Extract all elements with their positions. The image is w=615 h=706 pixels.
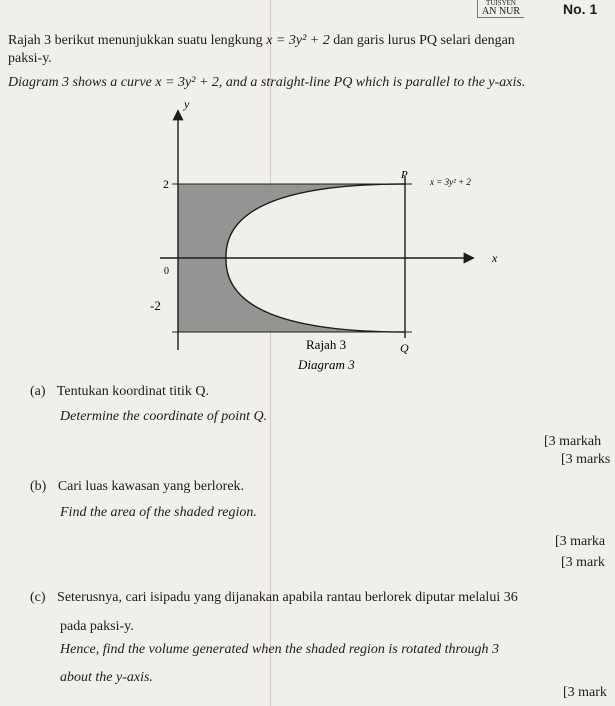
intro-en-b: , and a straight-line PQ which is parallel to the y-axis. [218,75,526,90]
question-a-marks-en: [3 marks [561,452,611,467]
point-p-label: P [401,169,408,181]
y-axis-label: y [184,97,190,111]
tuition-label-line1: TUISYEN [486,0,516,7]
tick-label-neg2: -2 [150,298,161,313]
question-b-marks-en: [3 mark [561,555,605,570]
question-a-ms-text: Tentukan koordinat titik Q. [56,384,210,399]
question-a-marks-ms: [3 markah [544,434,602,449]
question-c-number: (c) [30,590,46,605]
tuition-label-line2: AN NUR [482,6,521,17]
question-c-ms-text-1: Seterusnya, cari isipadu yang dijanakan apabila rantau berlorek diputar melalui 36 [57,590,518,605]
intro-en-a: Diagram 3 shows a curve [8,75,152,90]
question-a-ms [30,384,209,400]
intro-ms-line1-a: Rajah 3 berikut menunjukkan suatu lengkung [8,33,263,48]
question-a-en: Determine the coordinate of point Q. [60,409,268,424]
question-b-en: Find the area of the shaded region. [60,505,257,520]
question-b-ms [30,479,244,495]
question-c-ms-line1 [30,590,518,606]
tick-label-0: 0 [164,266,169,277]
x-axis-label: x [492,251,498,265]
question-c-en-line1: Hence, find the volume generated when the shaded region is rotated through 3 [60,642,499,657]
intro-en-equation: x = 3y² + 2 [155,75,219,90]
caption-en: Diagram 3 [298,357,355,372]
question-b-ms-text: Cari luas kawasan yang berlorek. [57,479,245,494]
question-a-number: (a) [30,384,46,399]
intro-ms-line1-b: dan garis lurus PQ selari dengan [333,33,515,48]
curve-label: x = 3y² + 2 [430,177,471,187]
intro-ms-equation: x = 3y² + 2 [266,33,330,48]
question-c-ms-line2: pada paksi-y. [60,619,134,634]
page-ref: No. 1 [563,1,598,17]
tick-label-2: 2 [163,177,169,191]
question-b-number: (b) [30,479,47,494]
intro-ms-line2: paksi-y. [8,51,52,66]
point-q-label: Q [400,341,409,355]
question-c-marks-en: [3 mark [563,685,607,700]
question-b-marks-ms: [3 marka [555,534,606,549]
question-c-en-line2: about the y-axis. [60,670,153,685]
caption-ms: Rajah 3 [306,337,347,352]
